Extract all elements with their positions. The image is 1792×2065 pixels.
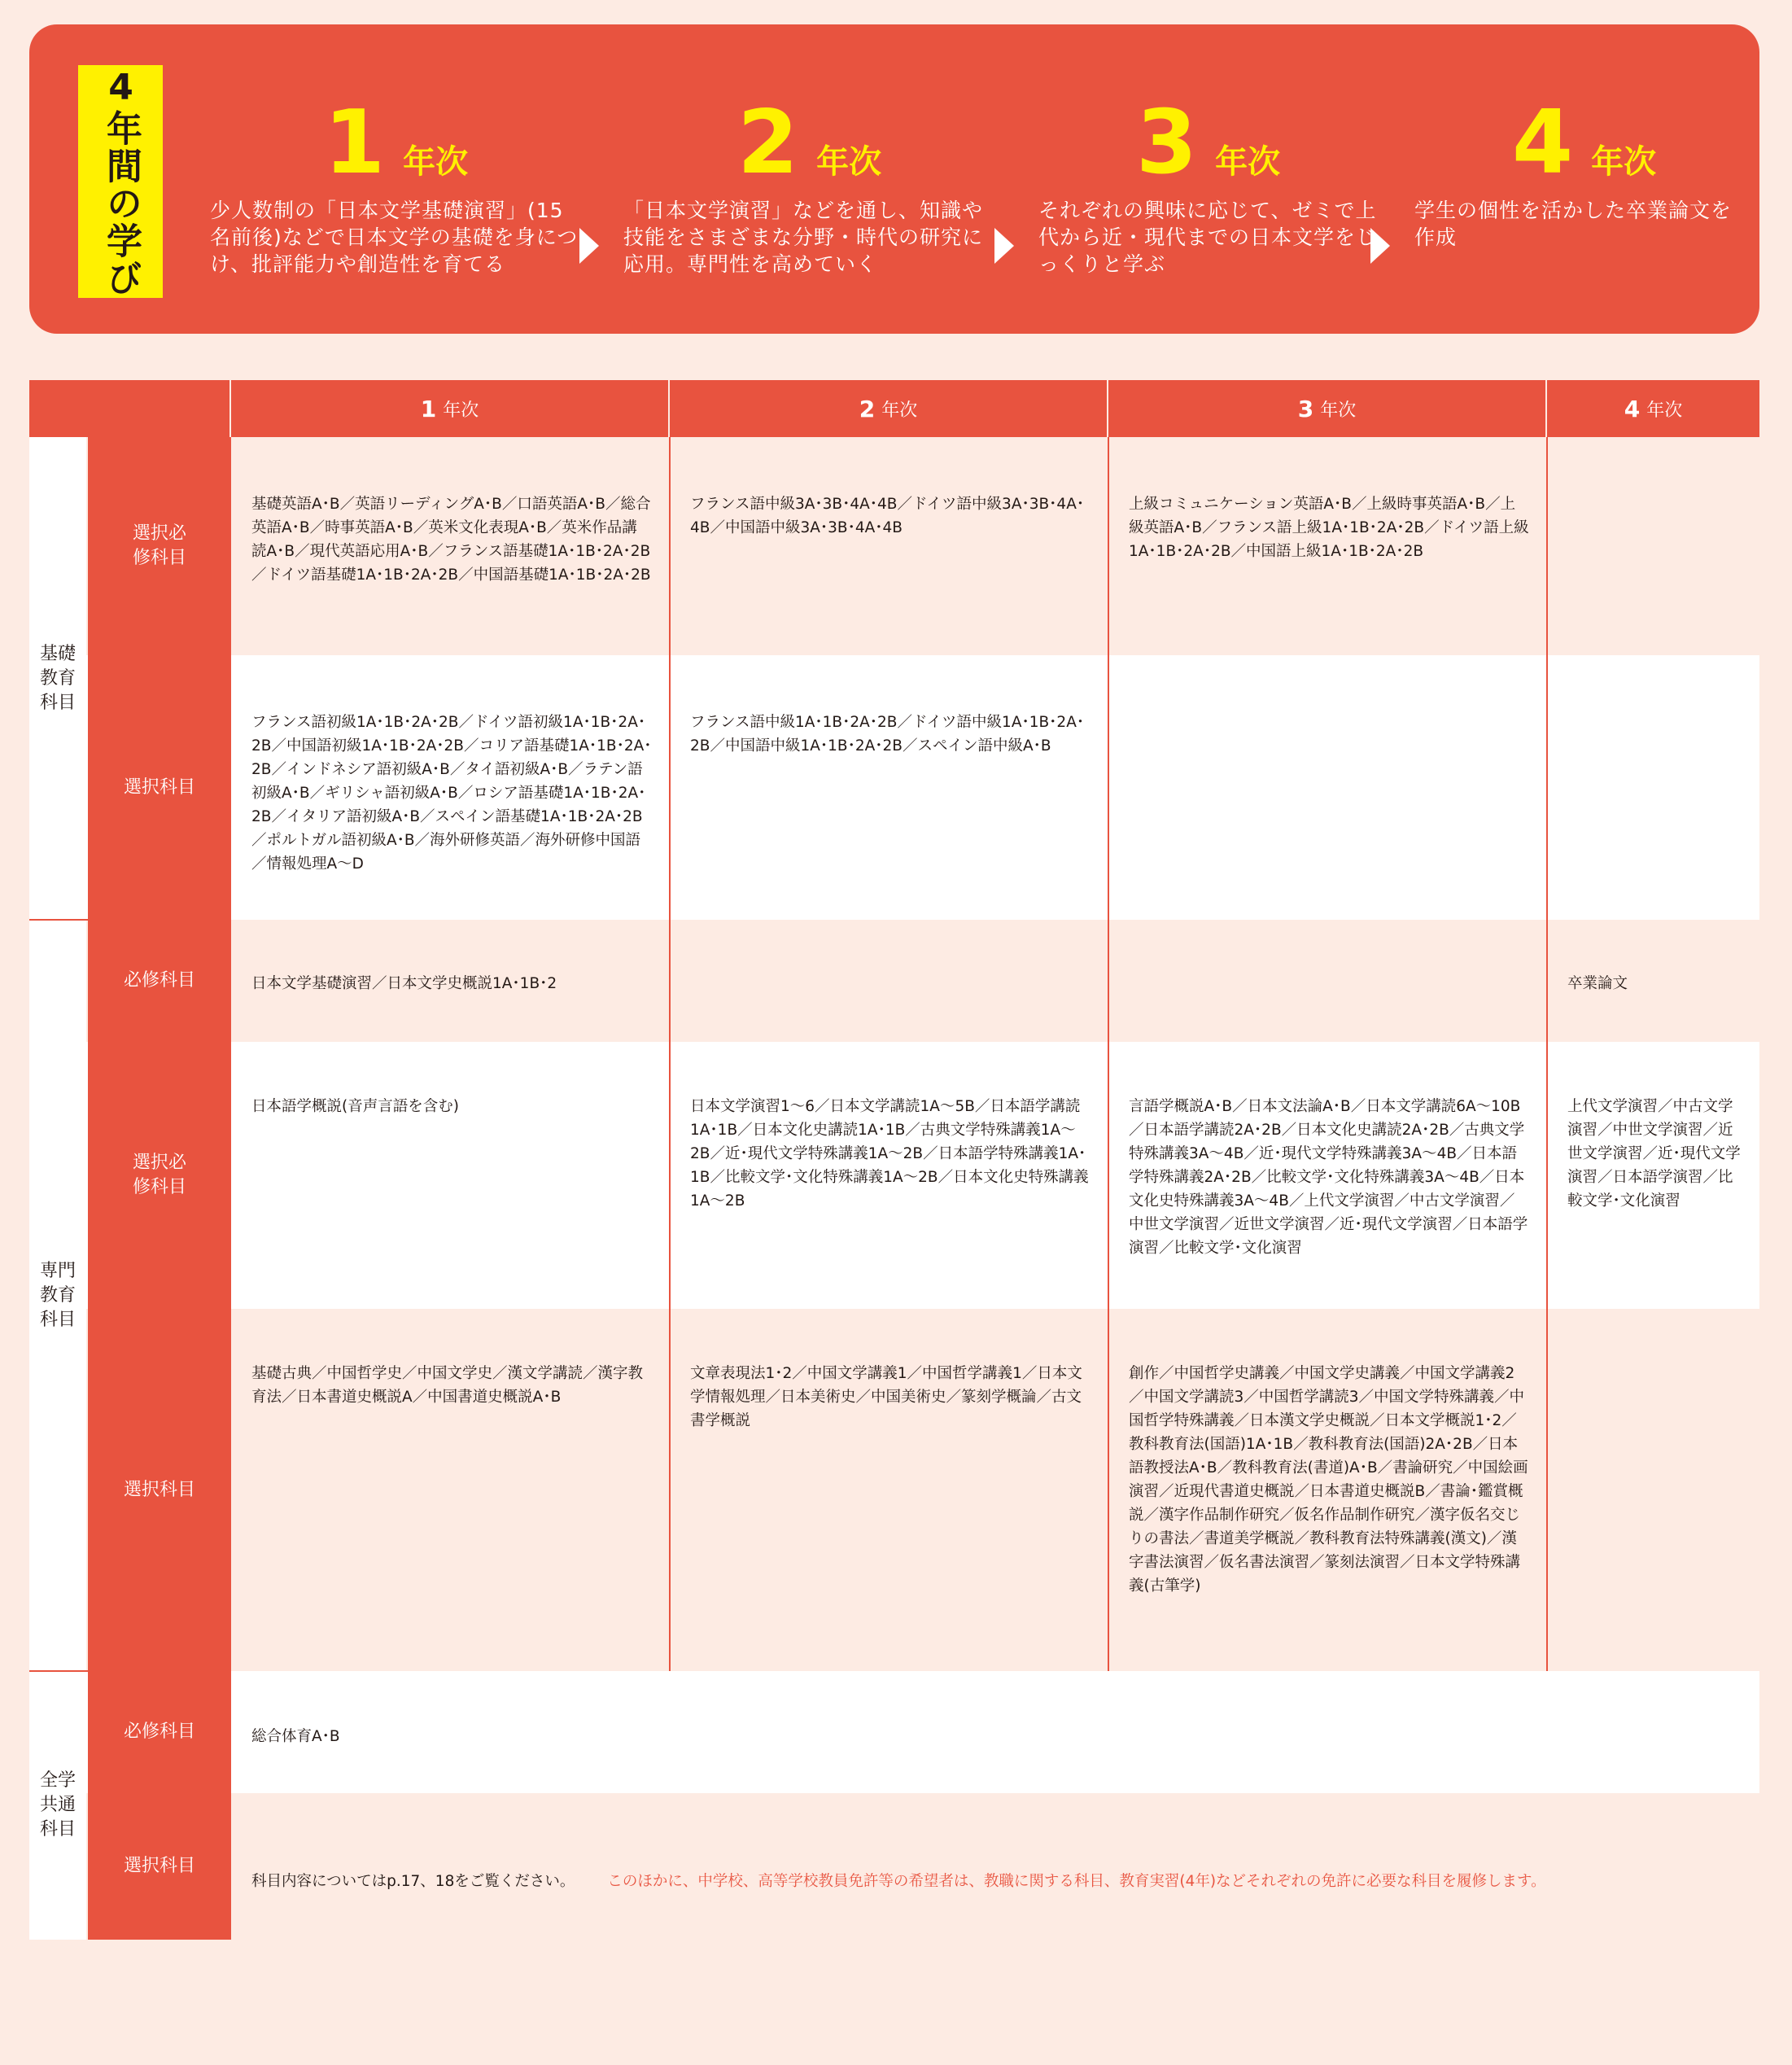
table-cell: フランス語初級1A･1B･2A･2B／ドイツ語初級1A･1B･2A･2B／中国語初級1A･1B･2A･2B／コリア語基礎1A･1B･2A･2B／インドネシア語初級A･B／タイ語初級A･B／ラテン語初級A･B／ギリシャ語初級A･B／ロシア語基礎1A･1B･2A･2B／イタリア語初級A･B／スペイン語基礎1A･1B･2A･2B／ポルトガル語初級A･B／海外研修英語／海外研修中国語／情報処理A～D — [251, 714, 652, 873]
header-year-3: 3 年次 — [1108, 380, 1545, 437]
step-unit: 年次 — [403, 143, 469, 181]
overview-banner — [29, 24, 1759, 334]
table-cell: 創作／中国哲学史講義／中国文学史講義／中国文学講義2／中国文学講読3／中国哲学講読3／中国文学特殊講義／中国哲学特殊講義／日本漢文学史概説／日本文学概説1･2／教科教育法(国語)1A･1B／教科教育法(国語)2A･2B／日本語教授法A･B／教科教育法(書道)A･B／書論研究／中国絵画演習／近現代書道史概説／日本書道史概説B／書論･鑑賞概説／漢字作品制作研究／仮名作品制作研究／漢字仮名交じりの書法／書道美学概説／教科教育法特殊講義(漢文)／漢字書法演習／仮名書法演習／篆刻法演習／日本文学特殊講義(古筆学) — [1129, 1365, 1528, 1595]
category-sentaku-hisshu: 選択必修科目 — [88, 1042, 231, 1309]
group-kiso: 基礎教育科目 — [39, 643, 76, 713]
step-number: 1 — [324, 92, 386, 194]
table-cell: フランス語中級3A･3B･4A･4B／ドイツ語中級3A･3B･4A･4B／中国語中級3A･3B･4A･4B — [690, 496, 1085, 536]
step-number: 4 — [1512, 92, 1574, 194]
column-divider — [1546, 437, 1548, 1671]
table-cell: 総合体育A･B — [251, 1728, 340, 1745]
group-divider — [29, 1670, 88, 1672]
column-divider — [669, 437, 671, 1671]
category-sentaku: 選択科目 — [88, 655, 231, 920]
step-number: 2 — [737, 92, 799, 194]
table-cell — [1547, 694, 1759, 711]
banner-label: 4年間の学び — [78, 65, 163, 298]
arrow-right-icon — [1370, 228, 1390, 264]
table-cell: 基礎英語A･B／英語リーディングA･B／口語英語A･B／総合英語A･B／時事英語A･B／英米文化表現A･B／英米作品講読A･B／現代英語応用A･B／フランス語基礎1A･1B･2A･2B／ドイツ語基礎1A･1B･2A･2B／中国語基礎1A･1B･2A･2B — [251, 496, 651, 584]
license-note: このほかに、中学校、高等学校教員免許等の希望者は、教職に関する科目、教育実習(4年)などそれぞれの免許に必要な科目を履修します。 — [607, 1873, 1546, 1890]
step-year-2 — [623, 92, 998, 278]
step-unit: 年次 — [816, 143, 882, 181]
step-description: それぞれの興味に応じて、ゼミで上代から近・現代までの日本文学をじっくりと学ぶ — [1038, 199, 1378, 276]
category-sentaku: 選択科目 — [88, 1309, 231, 1671]
table-cell: フランス語中級1A･1B･2A･2B／ドイツ語中級1A･1B･2A･2B／中国語中級1A･1B･2A･2B／スペイン語中級A･B — [690, 714, 1085, 755]
table-cell: 言語学概説A･B／日本文法論A･B／日本文学講読6A～10B／日本語学講読2A･2B／日本文化史講読2A･2B／古典文学特殊講義3A～4B／近･現代文学特殊講義3A～4B／日本語学特殊講義2A･2B／比較文学･文化特殊講義3A～4B／日本文化史特殊講義3A～4B／上代文学演習／中古文学演習／中世文学演習／近世文学演習／近･現代文学演習／日本語学演習／比較文学･文化演習 — [1129, 1098, 1528, 1257]
table-cell — [1547, 476, 1759, 492]
table-cell: 日本語学概説(音声言語を含む) — [251, 1098, 459, 1115]
group-senmon: 専門教育科目 — [39, 1260, 76, 1330]
arrow-right-icon — [994, 228, 1014, 264]
table-cell — [670, 956, 1107, 972]
table-cell: 日本文学基礎演習／日本文学史概説1A･1B･2 — [251, 975, 557, 992]
arrow-right-icon — [579, 228, 599, 264]
header-year-1: 1 年次 — [231, 380, 668, 437]
table-cell — [1108, 694, 1545, 711]
table-cell — [1108, 956, 1545, 972]
step-unit: 年次 — [1215, 143, 1281, 181]
table-cell: 上級コミュニケーション英語A･B／上級時事英語A･B／上級英語A･B／フランス語上級1A･1B･2A･2B／ドイツ語上級1A･1B･2A･2B／中国語上級1A･1B･2A･2B — [1129, 496, 1529, 560]
group-zengaku: 全学共通科目 — [39, 1770, 76, 1840]
table-cell: 基礎古典／中国哲学史／中国文学史／漢文学講読／漢字教育法／日本書道史概説A／中国書道史概説A･B — [251, 1365, 644, 1406]
step-year-1 — [210, 92, 584, 278]
reference-text: 科目内容についてはp.17、18をご覧ください。 — [251, 1873, 575, 1890]
table-cell: 卒業論文 — [1567, 975, 1628, 992]
step-description: 「日本文学演習」などを通し、知識や技能をさまざまな分野・時代の研究に応用。専門性を高めていく — [623, 199, 984, 276]
table-cell — [1547, 1345, 1759, 1362]
header-year-4: 4 年次 — [1547, 380, 1759, 437]
table-cell: 上代文学演習／中古文学演習／中世文学演習／近世文学演習／近･現代文学演習／日本語学演習／比較文学･文化演習 — [1567, 1098, 1741, 1210]
category-hisshu: 必修科目 — [88, 1671, 231, 1793]
step-description: 学生の個性を活かした卒業論文を作成 — [1414, 199, 1733, 249]
step-unit: 年次 — [1591, 143, 1657, 181]
step-description: 少人数制の「日本文学基礎演習」(15名前後)などで日本文学の基礎を身につけ、批評能力や創造性を育てる — [210, 199, 579, 276]
group-divider — [29, 919, 88, 921]
table-cell: 文章表現法1･2／中国文学講義1／中国哲学講義1／日本文学情報処理／日本美術史／中国美術史／篆刻学概論／古文書学概説 — [690, 1365, 1082, 1429]
category-sentaku: 選択科目 — [88, 1793, 231, 1940]
step-number: 3 — [1136, 92, 1198, 194]
header-corner — [29, 380, 229, 437]
category-sentaku-hisshu: 選択必修科目 — [88, 437, 231, 655]
column-divider — [1108, 437, 1109, 1671]
header-year-2: 2 年次 — [670, 380, 1107, 437]
table-cell — [231, 1853, 1759, 1893]
step-year-4 — [1414, 92, 1740, 251]
step-year-3 — [1038, 92, 1380, 278]
table-cell: 日本文学演習1～6／日本文学講読1A～5B／日本語学講読1A･1B／日本文化史講読1A･1B／古典文学特殊講義1A～2B／近･現代文学特殊講義1A～2B／日本語学特殊講義1A･1B／比較文学･文化特殊講義1A～2B／日本文化史特殊講義1A～2B — [690, 1098, 1089, 1210]
category-hisshu: 必修科目 — [88, 920, 231, 1042]
